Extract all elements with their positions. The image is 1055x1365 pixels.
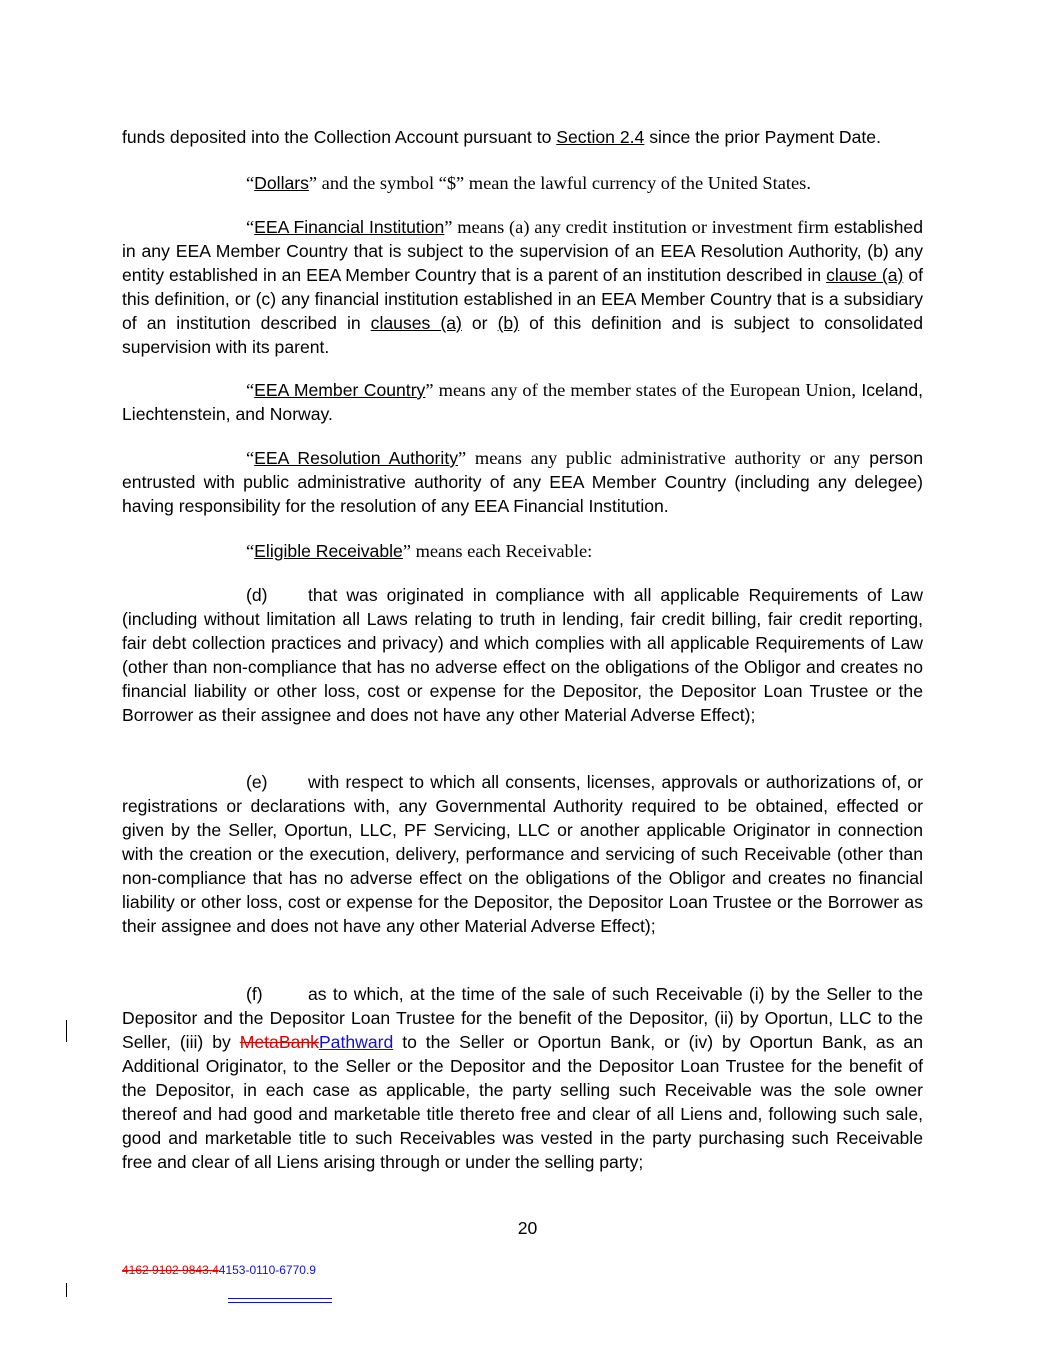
definition-text: person entrusted with public administrative authority of any EEA Member Country (including any delegee) having responsibility for the resolution of any EEA Financial Institution.	[122, 448, 923, 516]
definition-text: ” means (a) any credit institution or investment firm	[444, 217, 829, 237]
deleted-text: MetaBank	[239, 1032, 319, 1052]
definition-text: ” means any of the member states of the European Union,	[425, 380, 856, 400]
page-number: 20	[517, 1218, 538, 1238]
deleted-doc-id: 4162 9102 9843.4	[122, 1263, 219, 1277]
definition-eea-resolution-authority	[122, 446, 923, 518]
clause-text: with respect to which all consents, licenses, approvals or authorizations of, or registrations or declarations with, any Governmental Authority required to be obtained, effected or given by the Seller, Oportun, LLC, PF Servicing, LLC or another applicable Originator in connection with the creation or the execution, delivery, performance and servicing of such Receivable (other than non-compliance that has no adverse effect on the obligations of the Obligor and creates no financial liability or other loss, cost or expense for the Depositor, the Depositor Loan Trustee or the Borrower as their assignee and does not have any other Material Adverse Effect);	[122, 772, 923, 936]
footer-rule	[228, 1298, 332, 1303]
clause-label: (d)	[246, 585, 268, 605]
quote-mark: “	[246, 217, 255, 237]
section-reference: Section 2.4	[556, 127, 645, 147]
change-bar	[66, 1020, 67, 1042]
inserted-text: Pathward	[318, 1032, 394, 1052]
text: since the prior Payment Date.	[644, 127, 881, 147]
defined-term: EEA Member Country	[254, 380, 426, 400]
clause-d	[122, 583, 923, 727]
definition-dollars	[122, 171, 923, 195]
definition-text: of this definition and is subject to consolidated supervision with its parent.	[122, 313, 924, 357]
clause-label: (e)	[246, 772, 268, 792]
clause-reference: clauses (a)	[370, 313, 462, 333]
definition-eea-financial-institution	[122, 215, 923, 359]
definition-text: or	[461, 313, 498, 333]
clause-text: as to which, at the time of the sale of such Receivable (i) by the Seller to the Depositor and the Depositor Loan Trustee for the benefit of the Depositor, (ii) by Oportun, LLC to the Seller, (iii) by	[122, 984, 923, 1052]
defined-term: EEA Resolution Authority	[254, 448, 459, 468]
definition-text: ” means each Receivable:	[402, 541, 593, 561]
text: funds deposited into the Collection Account pursuant to	[122, 127, 557, 147]
definition-text: of this definition, or (c) any financial institution established in an EEA Member Country that is a subsidiary of an institution described in	[122, 265, 924, 333]
definition-text: established in any EEA Member Country that is subject to the supervision of an EEA Resolution Authority, (b) any entity established in an EEA Member Country that is a parent of an institution described in	[122, 217, 923, 285]
definition-text: ” means any public administrative authority or any	[458, 448, 861, 468]
clause-label: (f)	[246, 984, 263, 1004]
quote-mark: “	[246, 380, 255, 400]
quote-mark: “	[246, 541, 255, 561]
definition-eea-member-country	[122, 378, 923, 426]
definition-text: ” and the symbol “$” mean the lawful currency of the United States.	[308, 173, 811, 193]
clause-f	[122, 982, 923, 1174]
defined-term: Eligible Receivable	[254, 541, 403, 561]
clause-e	[122, 770, 923, 938]
inserted-doc-id: 4153-0110-6770.9	[218, 1263, 316, 1277]
clause-text: to the Seller or Oportun Bank, or (iv) by Oportun Bank, as an Additional Originator, to the Seller or the Depositor and the Depositor Loan Trustee for the benefit of the Depositor, in each case as applicable, the party selling such Receivable was the sole owner thereof and had good and marketable title thereto free and clear of all Liens and, following such sale, good and marketable title to such Receivables was vested in the party purchasing such Receivable free and clear of all Liens arising through or under the selling party;	[122, 1032, 923, 1172]
document-id	[122, 1262, 316, 1278]
clause-text: that was originated in compliance with all applicable Requirements of Law (including without limitation all Laws relating to truth in lending, fair credit billing, fair credit reporting, fair debt collection practices and privacy) and which complies with all applicable Requirements of Law (other than non-compliance that has no adverse effect on the obligations of the Obligor and creates no financial liability or other loss, cost or expense for the Depositor, the Depositor Loan Trustee or the Borrower as their assignee and does not have any other Material Adverse Effect);	[122, 585, 923, 725]
clause-reference: (b)	[497, 313, 520, 333]
definition-eligible-receivable	[122, 539, 923, 563]
definition-text: Iceland, Liechtenstein, and Norway.	[122, 380, 923, 424]
clause-reference: clause (a)	[826, 265, 904, 285]
paragraph-continuation	[122, 125, 923, 149]
change-bar	[66, 1283, 67, 1297]
quote-mark: “	[246, 173, 255, 193]
defined-term: Dollars	[254, 173, 309, 193]
quote-mark: “	[246, 448, 255, 468]
defined-term: EEA Financial Institution	[254, 217, 445, 237]
